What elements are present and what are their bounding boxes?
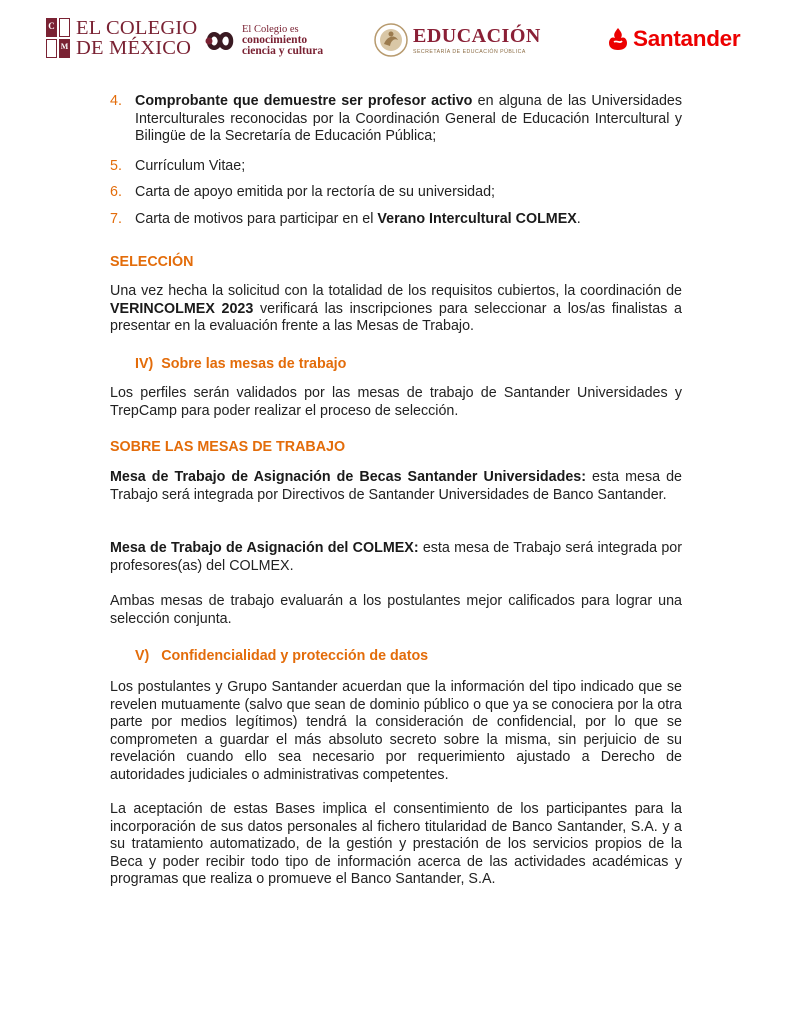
colmex-emblem-icon: C M — [46, 18, 70, 58]
section-iv-number: IV) — [135, 356, 154, 372]
mexico-shield-icon — [373, 22, 409, 58]
section-v-heading — [135, 648, 428, 666]
section-iv-title: Sobre las mesas de trabajo — [161, 356, 347, 372]
mesas-paragraph-3: Ambas mesas de trabajo evaluarán a los postulantes mejor calificados para lograr una selección conjunta. — [110, 593, 682, 627]
list-item-text: Carta de apoyo emitida por la rectoría de su universidad; — [135, 184, 496, 200]
section-iv-heading — [135, 356, 346, 374]
section-v-title: Confidencialidad y protección de datos — [161, 648, 429, 664]
mesas-paragraph-2 — [110, 540, 682, 575]
section-v-paragraph-1: Los postulantes y Grupo Santander acuerdan que la información del tipo indicado que se revelen mutuamente (salvo que sean de dominio público o que ya se conociera por la otra parte por medios legítimos) tendrá la consideración de confidencial, por lo que se comprometen a guardar el más absoluto secreto sobre la misma, sin perjuicio de su revelación cuando ello sea necesario por requerimiento ajustado a Derecho de autoridades judiciales o administrativas competentes. — [110, 679, 682, 783]
list-item-text: en alguna de las Universidades Interculturales reconocidas por la Coordinación General de Educación Intercultural y Bilingüe de la Secretaría de Educación Pública; — [135, 93, 683, 145]
conocimiento-line3: ciencia y cultura — [242, 45, 324, 57]
list-item-5 — [110, 158, 682, 176]
list-number: 6. — [110, 184, 122, 200]
seleccion-heading: SELECCIÓN — [110, 254, 194, 270]
colmex-line2: DE MÉXICO — [76, 37, 192, 59]
conocimiento-line1: El Colegio es — [242, 24, 299, 35]
santander-logo — [608, 26, 740, 52]
list-item-4 — [110, 93, 683, 146]
section-v-number: V) — [135, 648, 150, 664]
list-item-6 — [110, 184, 682, 202]
colmex-logo — [46, 18, 197, 58]
mesas-p2-bold: Mesa de Trabajo de Asignación del COLMEX: — [110, 540, 419, 556]
list-number: 4. — [110, 93, 122, 109]
conocimiento-line2: conocimiento — [242, 34, 308, 46]
seleccion-text-post: verificará las inscripciones para seleccionar a los/as finalistas a presentar en la evaluación frente a las Mesas de Trabajo. — [110, 300, 682, 335]
list-item-tail: . — [576, 211, 581, 227]
colmex-line1: EL COLEGIO — [76, 17, 198, 39]
list-number: 7. — [110, 211, 122, 227]
list-item-text: Currículum Vitae; — [135, 158, 246, 174]
conocimiento-logo — [203, 24, 323, 57]
mesas-p1-bold: Mesa de Trabajo de Asignación de Becas Santander Universidades: — [110, 469, 586, 485]
list-item-bold: Verano Intercultural COLMEX — [377, 211, 577, 227]
santander-wordmark: Santander — [633, 26, 741, 51]
section-iv-paragraph: Los perfiles serán validados por las mesas de trabajo de Santander Universidades y TrepCamp para poder realizar el proceso de selección. — [110, 385, 682, 419]
colmex-wordmark — [76, 18, 197, 58]
educacion-logo — [373, 22, 541, 58]
educacion-subtitle: SECRETARÍA DE EDUCACIÓN PÚBLICA — [413, 48, 526, 55]
mesas-paragraph-1 — [110, 469, 682, 504]
section-v-paragraph-2: La aceptación de estas Bases implica el consentimiento de los participantes para la incorporación de sus datos personales al fichero titularidad de Banco Santander, S.A. y a su tratamiento automatizado, de la gestión y prestación de los servicios propios de la Beca y poder recibir todo tipo de información acerca de las actividades académicas y programas que realiza o promueve el Banco Santander, S.A. — [110, 801, 682, 888]
conocimiento-knot-icon — [203, 26, 237, 56]
list-item-7 — [110, 211, 682, 229]
mesas-p2-text: esta mesa de Trabajo será integrada por profesores(as) del COLMEX. — [110, 540, 682, 574]
seleccion-text-pre: Una vez hecha la solicitud con la totalidad de los requisitos cubiertos, la coordinación de — [110, 283, 682, 299]
list-item-bold: Comprobante que demuestre ser profesor activo — [135, 93, 473, 109]
list-item-text: Carta de motivos para participar en el — [135, 211, 378, 227]
educacion-title: EDUCACIÓN — [413, 24, 541, 47]
santander-flame-icon — [608, 27, 628, 51]
seleccion-bold: VERINCOLMEX 2023 — [110, 300, 254, 317]
seleccion-paragraph — [110, 283, 682, 336]
mesas-heading: SOBRE LAS MESAS DE TRABAJO — [110, 439, 346, 455]
mesas-p1-text: esta mesa de Trabajo será integrada por Directivos de Santander Universidades de Banco Santander. — [110, 469, 682, 503]
list-number: 5. — [110, 158, 122, 174]
